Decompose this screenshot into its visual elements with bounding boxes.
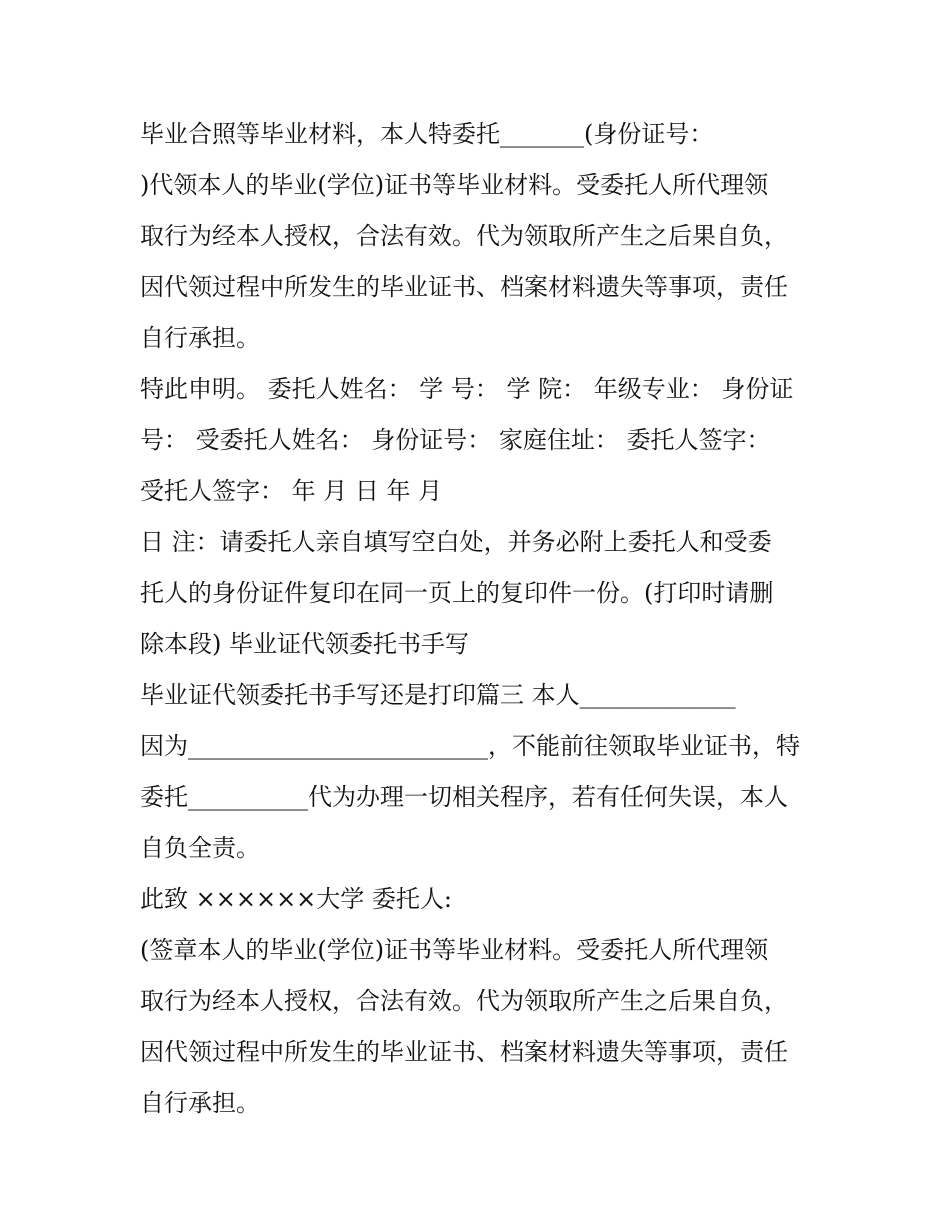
text-line: 因代领过程中所发生的毕业证书、档案材料遗失等事项，责任 (140, 273, 788, 301)
text-line: 自行承担。 (140, 1089, 260, 1117)
text-line: 自负全责。 (140, 834, 260, 862)
text-line: )代领本人的毕业(学位)证书等毕业材料。受委托人所代理领 (140, 171, 769, 199)
text-line: 托人的身份证件复印在同一页上的复印件一份。(打印时请删 (140, 579, 774, 607)
text-line: 此致 ××××××大学 委托人: (140, 885, 452, 913)
text-line: 受托人签字： 年 月 日 年 月 (140, 477, 443, 505)
text-line: 特此申明。 委托人姓名： 学 号： 学 院： 年级专业： 身份证 (140, 375, 794, 403)
text-line: 毕业证代领委托书手写还是打印篇三 本人_____________ (140, 681, 736, 709)
text-line: 因代领过程中所发生的毕业证书、档案材料遗失等事项，责任 (140, 1038, 788, 1066)
text-line: 日 注：请委托人亲自填写空白处，并务必附上委托人和受委 (140, 528, 772, 556)
text-line: 因为_________________________，不能前往领取毕业证书，特 (140, 732, 800, 760)
text-line: (签章本人的毕业(学位)证书等毕业材料。受委托人所代理领 (140, 936, 769, 964)
text-line: 自行承担。 (140, 324, 260, 352)
text-line: 取行为经本人授权，合法有效。代为领取所产生之后果自负， (140, 222, 788, 250)
text-line: 委托__________代为办理一切相关程序，若有任何失误，本人 (140, 783, 788, 811)
text-line: 号： 受委托人姓名： 身份证号： 家庭住址： 委托人签字： (140, 426, 771, 454)
text-line: 毕业合照等毕业材料，本人特委托_______(身份证号： (140, 120, 714, 148)
document-body (140, 109, 820, 1129)
text-line: 除本段) 毕业证代领委托书手写 (140, 630, 469, 658)
text-line: 取行为经本人授权，合法有效。代为领取所产生之后果自负， (140, 987, 788, 1015)
